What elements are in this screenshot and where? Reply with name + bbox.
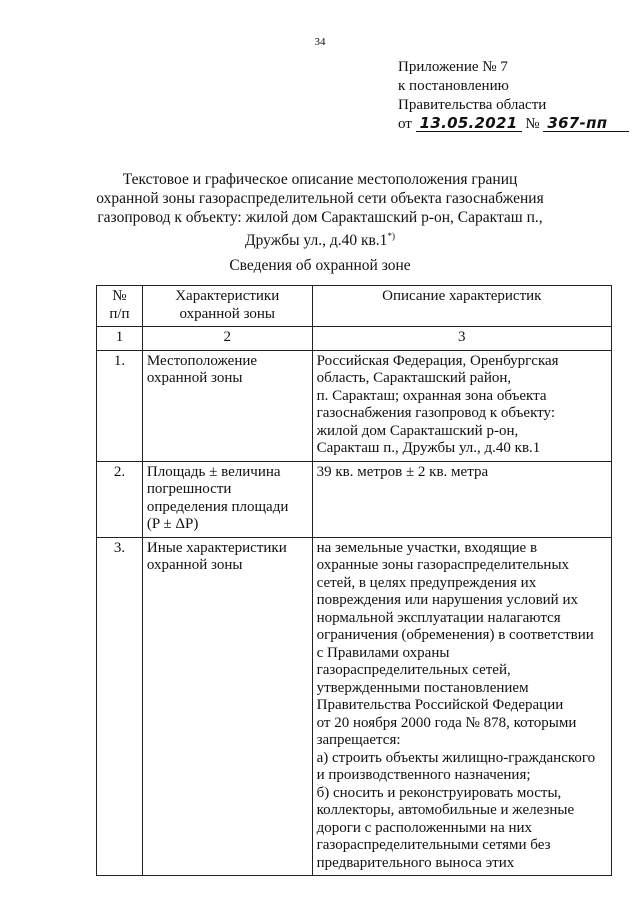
table-numbering-row [97, 327, 612, 351]
numbering-cell-2: 2 [142, 327, 312, 351]
from-label: от [398, 116, 412, 132]
table-row [97, 350, 612, 461]
appendix-line-2: к постановлению [398, 78, 509, 94]
handwritten-date: 13.05.2021 [416, 115, 522, 132]
handwritten-number: 367-пп [543, 115, 629, 132]
title-line-2: охранной зоны газораспределительной сети объекта газоснабжения [96, 190, 544, 207]
row-description: 39 кв. метров ± 2 кв. метра [312, 461, 611, 537]
numbering-cell-3: 3 [312, 327, 611, 351]
row-characteristic: Иные характеристики охранной зоны [142, 537, 312, 876]
header-number: № п/п [97, 286, 143, 327]
header-description: Описание характеристик [312, 286, 611, 327]
appendix-line-3: Правительства области [398, 97, 547, 113]
table-row [97, 537, 612, 876]
number-label: № [525, 116, 540, 132]
header-characteristic: Характеристики охранной зоны [142, 286, 312, 327]
document-title [0, 170, 640, 250]
row-number: 2. [97, 461, 143, 537]
row-description: на земельные участки, входящие в охранные зоны газораспределительных сетей, в целях предупреждения их повреждения или нарушения условий их нормальной эксплуатации налагаются ограничения (обременения) в соответствии с Правилами охраны газораспределительных сетей, утвержденными постановлением Правительства Российской Федерации от 20 ноября 2000 года № 878, которыми запрещается: а) строить объекты жилищно-гражданского и производственного назначения; б) сносить и реконструировать мосты, коллекторы, автомобильные и железные дороги с расположенными на них газораспределительными сетями без предварительного выноса этих [312, 537, 611, 876]
row-number: 1. [97, 350, 143, 461]
row-characteristic: Местоположение охранной зоны [142, 350, 312, 461]
row-description: Российская Федерация, Оренбургская область, Саракташский район, п. Саракташ; охранная зона объекта газоснабжения газопровод к объекту: жилой дом Саракташский р-он, Саракташ п., Дружбы ул., д.40 кв.1 [312, 350, 611, 461]
table-row [97, 461, 612, 537]
row-characteristic: Площадь ± величина погрешности определения площади (P ± ΔP) [142, 461, 312, 537]
appendix-date-line [398, 115, 629, 134]
page-number: 34 [314, 36, 326, 48]
zone-info-table [96, 285, 612, 876]
appendix-header [398, 58, 629, 134]
title-line-1: Текстовое и графическое описание местоположения границ [122, 171, 518, 188]
title-line-4: Дружбы ул., д.40 кв.1 [245, 232, 388, 250]
title-line-4-wrap [0, 227, 640, 250]
row-number: 3. [97, 537, 143, 876]
footnote-mark: *) [387, 231, 395, 241]
appendix-line-1: Приложение № 7 [398, 59, 508, 75]
title-line-3: газопровод к объекту: жилой дом Саракташский р-он, Саракташ п., [97, 209, 543, 226]
numbering-cell-1: 1 [97, 327, 143, 351]
table-header-row [97, 286, 612, 327]
section-subtitle: Сведения об охранной зоне [229, 257, 411, 274]
